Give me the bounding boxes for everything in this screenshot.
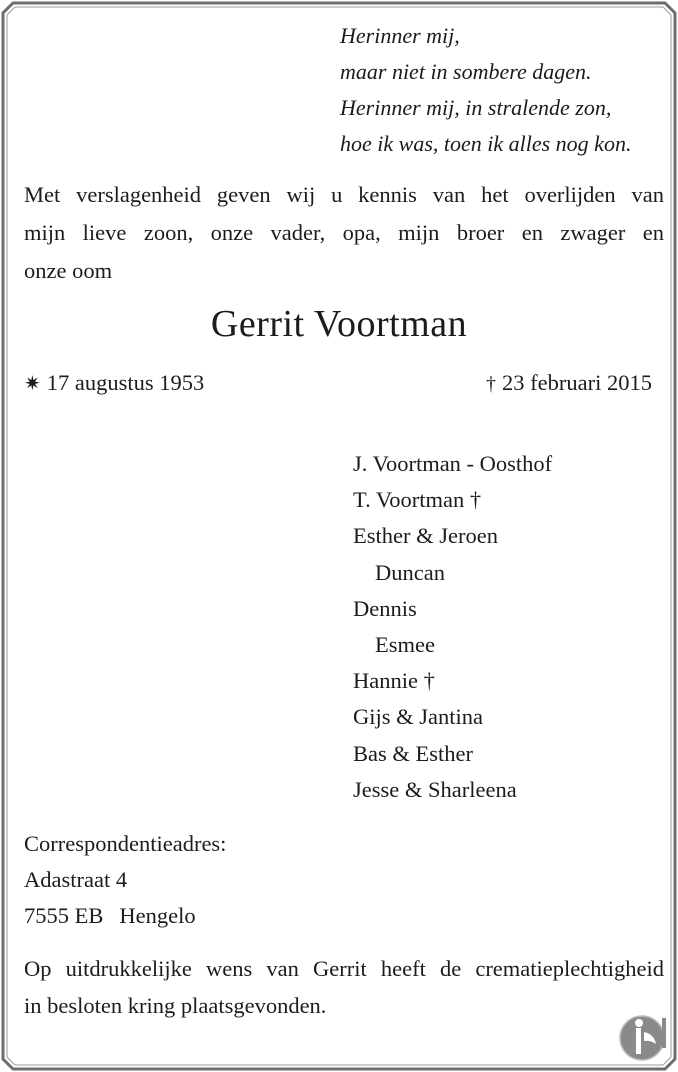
family-list [353,446,552,808]
announcement-line: Met verslagenheid geven wij u kennis van het overlijden van [24,182,664,207]
birth-date: 17 augustus 1953 [46,370,205,395]
birth-star-icon: ✷ [24,373,41,395]
family-member: T. Voortman † [353,487,482,513]
family-member: Dennis [353,595,417,621]
address-label: Correspondentieadres: [24,831,227,856]
address-city-line [24,898,226,934]
family-member: Gijs & Jantina [353,704,483,730]
correspondence-address [24,826,226,934]
address-postcode: 7555 EB [24,903,104,928]
death-cross-icon: † [486,373,497,395]
deceased-name: Gerrit Voortman [210,303,468,345]
family-member: Hannie † [353,668,435,694]
closing-line: in besloten kring plaatsgevonden. [24,993,327,1018]
poem [340,18,631,162]
family-member: Esther & Jeroen [353,523,498,549]
family-member: Duncan [375,559,445,585]
address-city: Hengelo [119,903,196,928]
family-member: Jesse & Sharleena [353,776,517,802]
birth-date-line [24,370,204,396]
death-date: 23 februari 2015 [502,370,652,395]
address-street: Adastraat 4 [24,867,128,892]
publisher-logo-icon [618,1010,670,1062]
announcement-line: mijn lieve zoon, onze vader, opa, mijn broer en zwager en [24,220,664,245]
family-member: Bas & Esther [353,740,473,766]
death-date-line [486,370,652,396]
announcement-text [24,176,664,290]
closing-text [24,950,664,1024]
poem-line: maar niet in sombere dagen. [340,59,592,84]
family-member: J. Voortman - Oosthof [353,451,553,476]
closing-line: Op uitdrukkelijke wens van Gerrit heeft de crematieplechtigheid [24,956,664,981]
poem-line: hoe ik was, toen ik alles nog kon. [340,131,632,156]
poem-line: Herinner mij, in stralende zon, [340,95,612,120]
announcement-line: onze oom [24,258,113,283]
family-member: Esmee [375,631,435,657]
poem-line: Herinner mij, [340,23,460,48]
